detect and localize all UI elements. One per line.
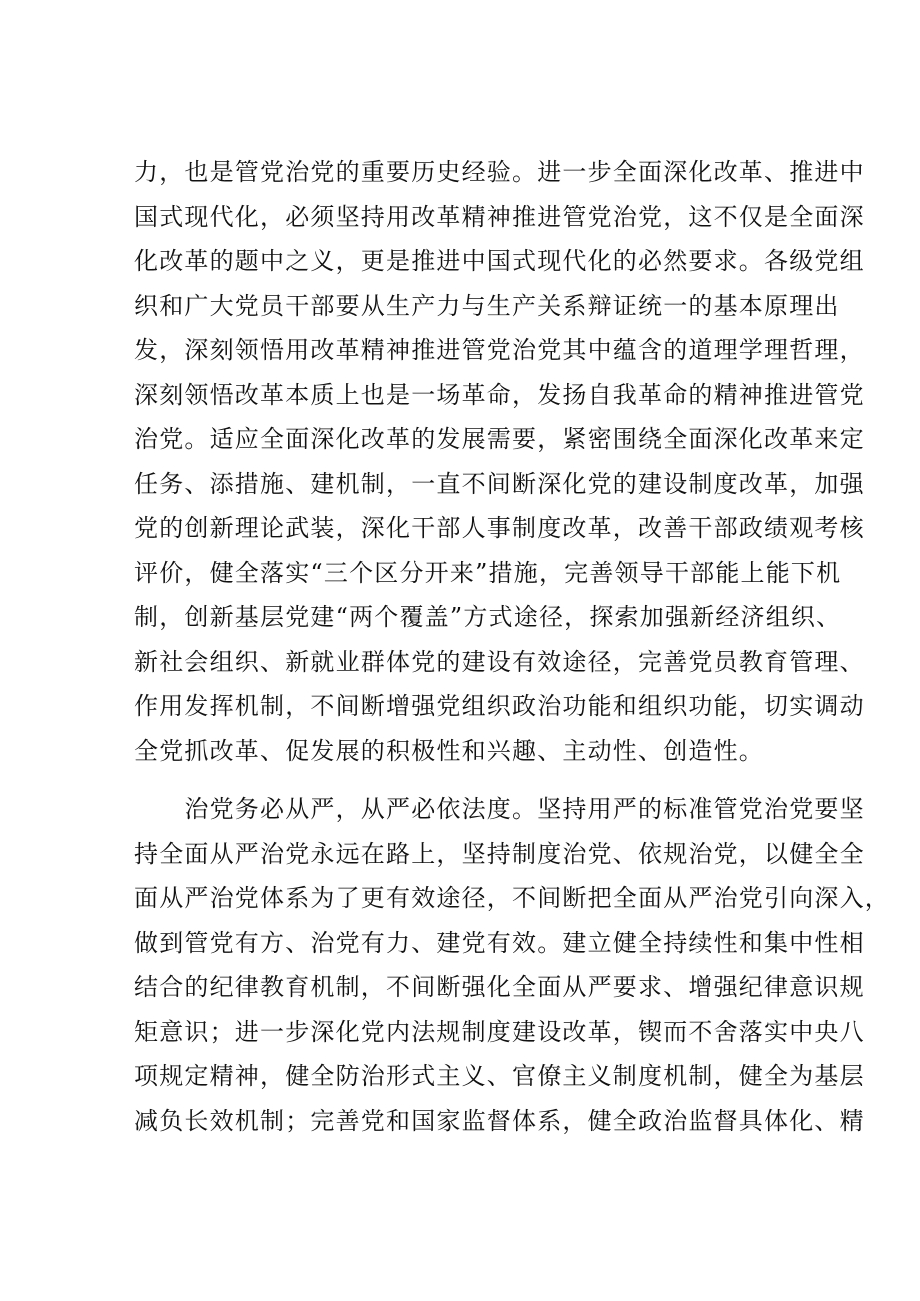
text-line: 矩意识；进一步深化党内法规制度建设改革，锲而不舍落实中央八 bbox=[134, 1017, 865, 1046]
text-line: 深刻领悟改革本质上也是一场革命，发扬自我革命的精神推进管党 bbox=[134, 380, 865, 409]
text-line: 作用发挥机制，不间断增强党组织政治功能和组织功能，切实调动 bbox=[134, 692, 865, 720]
text-line: 发，深刻领悟用改革精神推进管党治党其中蕴含的道理学理哲理， bbox=[134, 336, 865, 364]
paragraph-2 bbox=[134, 787, 890, 1143]
text-line: 织和广大党员干部要从生产力与生产关系辩证统一的基本原理出 bbox=[134, 291, 840, 320]
text-line: 党的创新理论武装，深化干部人事制度改革，改善干部政绩观考核 bbox=[134, 514, 865, 542]
text-line: 任务、添措施、建机制，一直不间断深化党的建设制度改革，加强 bbox=[134, 469, 865, 498]
text-line: 结合的纪律教育机制，不间断强化全面从严要求、增强纪律意识规 bbox=[134, 973, 865, 1001]
text-line: 面从严治党体系为了更有效途径，不间断把全面从严治党引向深入， bbox=[134, 884, 890, 912]
text-line: 力，也是管党治党的重要历史经验。进一步全面深化改革、推进中 bbox=[134, 158, 865, 186]
text-line: 新社会组织、新就业群体党的建设有效途径，完善党员教育管理、 bbox=[134, 647, 865, 676]
text-line: 治党务必从严，从严必依法度。坚持用严的标准管党治党要坚 bbox=[134, 795, 865, 823]
paragraph-1 bbox=[134, 150, 865, 773]
document-body bbox=[134, 150, 890, 1143]
text-line: 全党抓改革、促发展的积极性和兴趣、主动性、创造性。 bbox=[134, 736, 764, 765]
text-line: 治党。适应全面深化改革的发展需要，紧密围绕全面深化改革来定 bbox=[134, 425, 865, 453]
paragraph-spacer bbox=[134, 773, 804, 787]
text-line: 做到管党有方、治党有力、建党有效。建立健全持续性和集中性相 bbox=[134, 928, 865, 957]
text-line: 评价，健全落实“三个区分开来”措施，完善领导干部能上能下机 bbox=[134, 558, 842, 587]
text-line: 化改革的题中之义，更是推进中国式现代化的必然要求。各级党组 bbox=[134, 247, 865, 275]
text-line: 减负长效机制；完善党和国家监督体系，健全政治监督具体化、精 bbox=[134, 1106, 865, 1135]
text-line: 项规定精神，健全防治形式主义、官僚主义制度机制，健全为基层 bbox=[134, 1062, 865, 1090]
text-line: 国式现代化，必须坚持用改革精神推进管党治党，这不仅是全面深 bbox=[134, 202, 865, 231]
text-line: 持全面从严治党永远在路上，坚持制度治党、依规治党，以健全全 bbox=[134, 839, 865, 868]
text-line: 制，创新基层党建“两个覆盖”方式途径，探索加强新经济组织、 bbox=[134, 603, 842, 631]
